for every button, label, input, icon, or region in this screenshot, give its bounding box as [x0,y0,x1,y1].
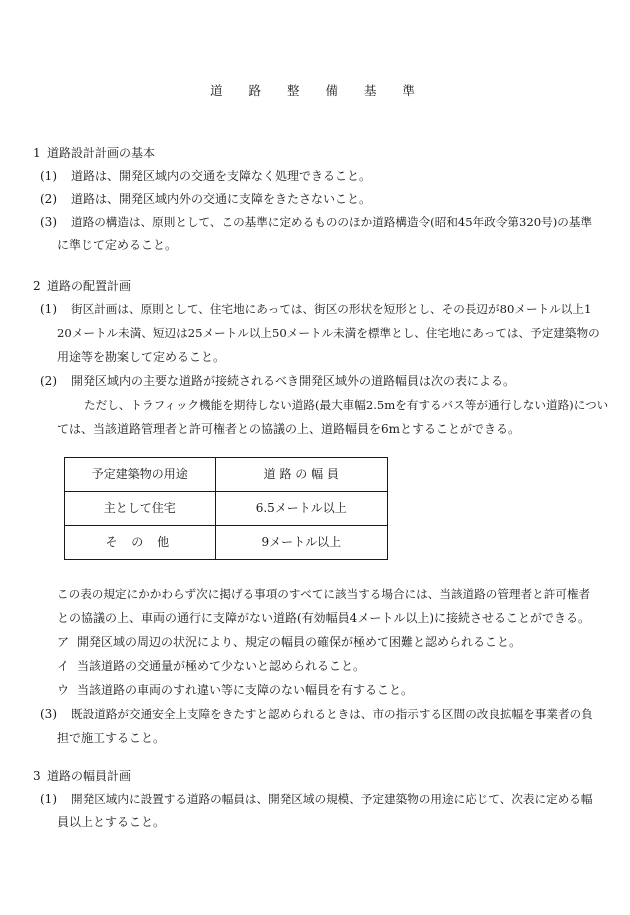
s1-item-2-number: (2) [40,192,57,206]
s2-item-1-line-3: 用途等を勘案して定めること。 [57,350,226,364]
s2-item-2-line-3: ては、当該道路管理者と許可権者との協議の上、道路幅員を6mとすることができる。 [57,422,521,436]
s2-item-1-line-1: 街区計画は、原則として、住宅地にあっては、街区の形状を短形とし、その長辺が80メートル以上1 [71,302,592,316]
s2-item-2-line-2: ただし、トラフィック機能を期待しない道路(最大車幅2.5mを有するバス等が通行しない道路)につい [84,398,609,412]
table-header-use: 予定建築物の用途 [65,458,216,492]
s2-item-1-number: (1) [40,302,57,316]
page-title: 道 路 整 備 基 準 [210,83,426,98]
s2-sub-c-text: 当該道路の車両のすれ違い等に支障のない幅員を有すること。 [77,683,414,697]
section-2-heading: 道路の配置計画 [47,279,132,293]
s1-item-1-text: 道路は、開発区域内の交通を支障なく処理できること。 [71,169,372,183]
s2-item-3-line-1: 既設道路が交通安全上支障をきたすと認められるときは、市の指示する区間の改良拡幅を事業者の負 [71,707,593,721]
section-2-number: 2 [33,279,41,293]
table-row [65,492,388,526]
s2-sub-a-marker: ア [57,635,70,649]
s2-sub-c-marker: ウ [57,683,70,697]
s1-item-3-text: 道路の構造は、原則として、この基準に定めるもののほか道路構造令(昭和45年政令第320号)の基準 [71,215,593,229]
s2-item-2-line-1: 開発区域内の主要な道路が接続されるべき開発区域外の道路幅員は次の表による。 [71,374,516,388]
table-cell-width: 9メートル以上 [215,526,387,560]
table-header-width: 道 路 の 幅 員 [215,458,387,492]
s2-item-3-line-2: 担で施工すること。 [57,731,166,745]
section-3-number: 3 [33,769,41,783]
section-1-number: 1 [33,146,41,160]
s2-item-2-number: (2) [40,374,57,388]
s1-item-3-continuation: に準じて定めること。 [57,238,178,252]
section-3-heading: 道路の幅員計画 [47,769,132,783]
s2-sub-a-text: 開発区域の周辺の状況により、規定の幅員の確保が極めて困難と認められること。 [77,635,522,649]
table-cell-use: そ の 他 [65,526,216,560]
s3-item-1-line-2: 員以上とすること。 [57,815,166,829]
table-cell-use: 主として住宅 [65,492,216,526]
section-1-heading: 道路設計計画の基本 [47,146,156,160]
s1-item-3-number: (3) [40,215,57,229]
table-row [65,526,388,560]
s2-item-1-line-2: 20メートル未満、短辺は25メートル以上50メートル未満を標準とし、住宅地にあっては、予定建築物の [57,326,600,340]
s2-after-line-2: との協議の上、車両の通行に支障がない道路(有効幅員4メートル以上)に接続させることができる。 [57,611,591,625]
road-width-table [64,457,388,560]
table-cell-width: 6.5メートル以上 [215,492,387,526]
s3-item-1-number: (1) [40,792,57,806]
s2-sub-b-text: 当該道路の交通量が極めて少ないと認められること。 [77,659,366,673]
s1-item-1-number: (1) [40,169,57,183]
s2-item-3-number: (3) [40,707,57,721]
s2-after-line-1: この表の規定にかかわらず次に掲げる事項のすべてに該当する場合には、当該道路の管理者と許可権者 [57,587,591,601]
table-header-row [65,458,388,492]
s1-item-2-text: 道路は、開発区域内外の交通に支障をきたさないこと。 [71,192,372,206]
s3-item-1-line-1: 開発区域内に設置する道路の幅員は、開発区域の規模、予定建築物の用途に応じて、次表に定める幅 [71,792,593,806]
s2-sub-b-marker: イ [57,659,70,673]
